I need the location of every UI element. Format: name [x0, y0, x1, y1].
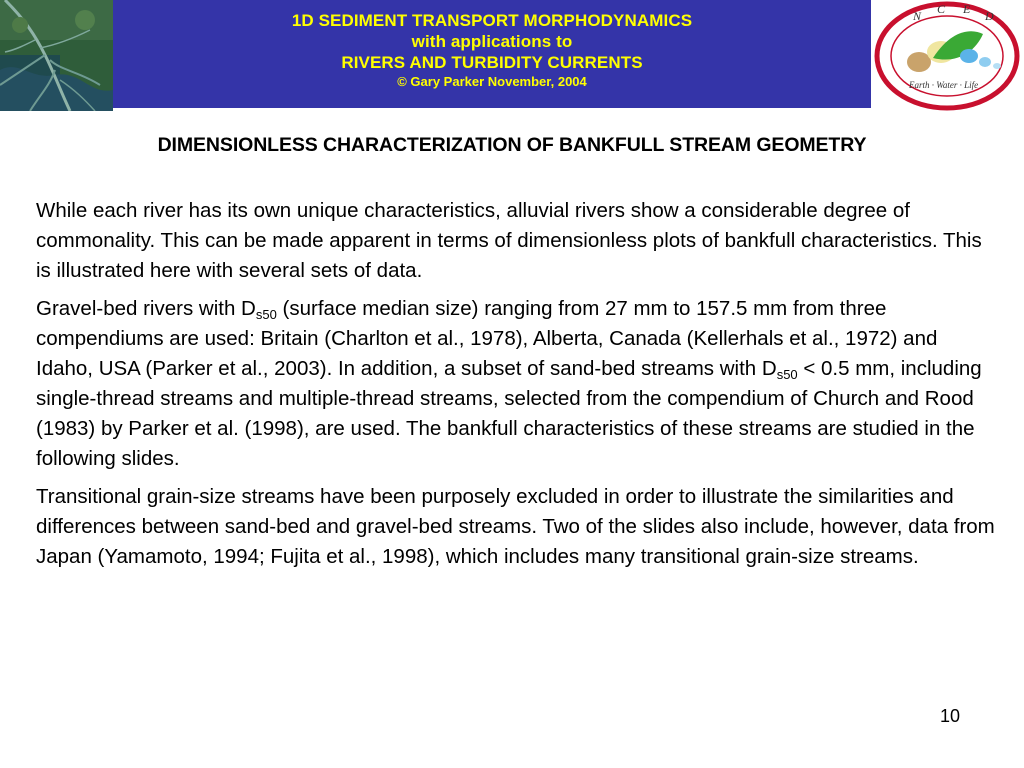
header-banner — [0, 0, 1024, 111]
copyright-notice: © Gary Parker November, 2004 — [397, 74, 587, 89]
svg-text:N: N — [913, 9, 922, 23]
paragraph-2-part-b: (surface median size) ranging from 27 mm to 157.5 mm from three compendiums are used: Britain (Charlton et al., 1978), Alberta, Canada (Kellerhals et al., 1972) and Idaho, USA (Parker et al., 2003). In addition, a subset of sand-bed streams with D — [36, 297, 938, 380]
slide-content — [36, 196, 996, 580]
paragraph-2-part-c: < 0.5 mm, including single-thread streams and multiple-thread streams, selected from the compendium of Church and Rood (1983) by Parker et al. (1998), are used. The bankfull characteristics of these streams are studied in the following slides. — [36, 357, 982, 470]
svg-text:E: E — [963, 2, 971, 16]
course-title-line-1: 1D SEDIMENT TRANSPORT MORPHODYNAMICS — [291, 11, 693, 30]
river-delta-satellite-icon — [0, 0, 113, 111]
slide-heading: DIMENSIONLESS CHARACTERIZATION OF BANKFULL STREAM GEOMETRY — [157, 134, 867, 156]
paragraph-1: While each river has its own unique characteristics, alluvial rivers show a considerable degree of commonality. This can be made apparent in terms of dimensionless plots of bankfull characteristics. This is illustrated here with several sets of data. — [36, 199, 982, 282]
course-title-line-2: with applications to — [411, 32, 573, 51]
subscript-s50: s50 — [255, 307, 277, 322]
paragraph-2 — [36, 294, 996, 474]
svg-text:D: D — [985, 9, 994, 23]
paragraph-3: Transitional grain-size streams have been purposely excluded in order to illustrate the similarities and differences between sand-bed and gravel-bed streams. Two of the slides also include, however, data from Japan (Yamamoto, 1994; Fujita et al., 1998), which includes many transitional grain-size streams. — [36, 485, 995, 568]
paragraph-2-part-a: Gravel-bed rivers with D — [36, 297, 256, 320]
subscript-s50: s50 — [776, 367, 798, 382]
page-number: 10 — [940, 706, 961, 726]
nced-logo — [871, 0, 1024, 111]
course-title-block — [113, 0, 871, 111]
svg-text:Earth · Water · Life: Earth · Water · Life — [909, 80, 979, 90]
svg-text:C: C — [937, 2, 946, 16]
course-title-line-3: RIVERS AND TURBIDITY CURRENTS — [341, 53, 643, 72]
